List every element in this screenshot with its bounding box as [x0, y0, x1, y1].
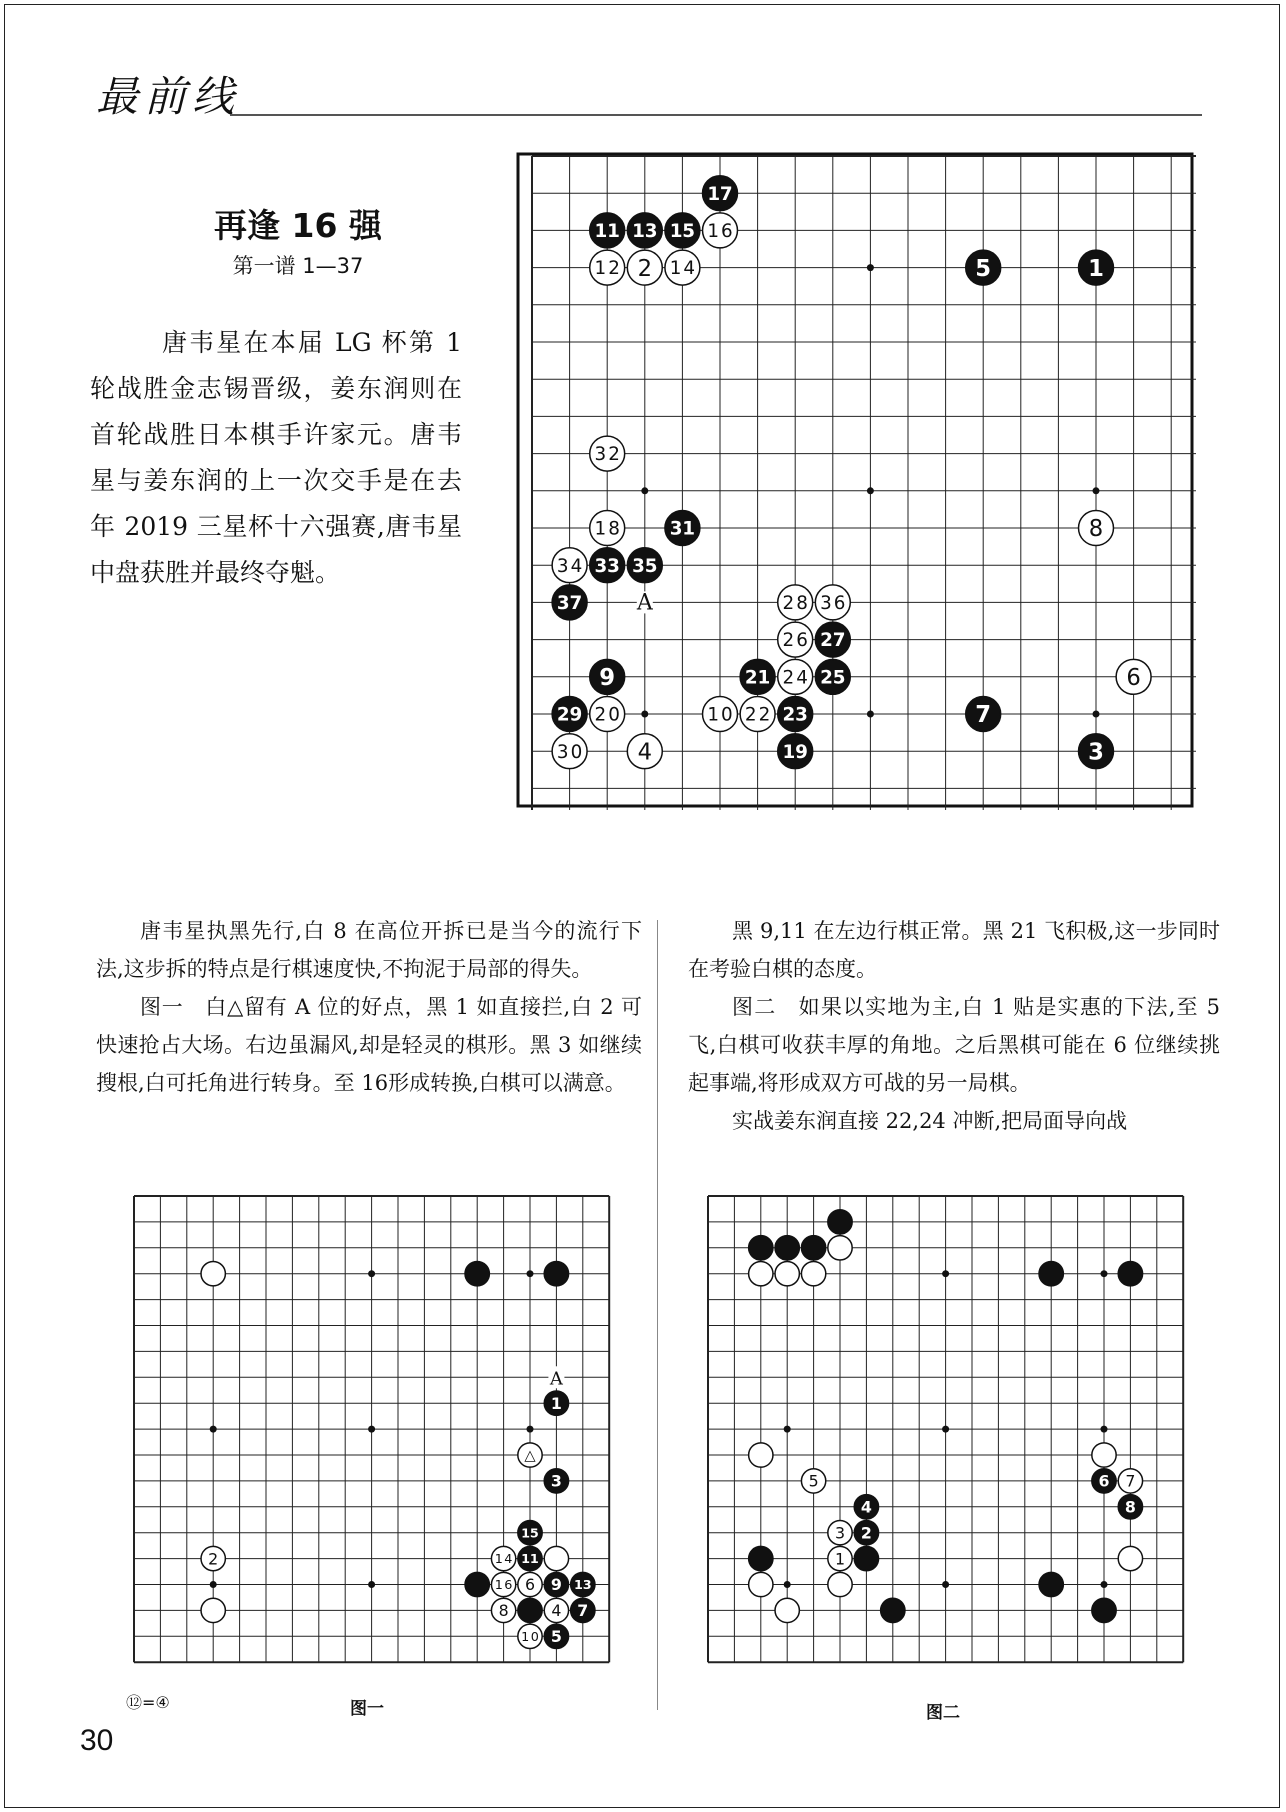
star-point [368, 1581, 375, 1588]
star-point [1101, 1426, 1108, 1433]
main-stone-12 [590, 250, 625, 285]
d2-stone [749, 1443, 773, 1467]
diagram-1-note: ⑫=④ [126, 1693, 170, 1712]
stone-number: 9 [550, 1575, 562, 1595]
stone-number: 2 [637, 255, 653, 282]
d1-stone-3 [544, 1469, 568, 1493]
main-stone-5 [966, 250, 1001, 285]
main-board-svg [514, 150, 1196, 810]
d1-stone-16 [491, 1572, 515, 1596]
stone-number: 31 [669, 518, 696, 540]
d2-stone [749, 1546, 773, 1570]
stone-number: 14 [669, 258, 696, 280]
main-stone-26 [778, 622, 813, 657]
stone-number: 37 [556, 593, 583, 615]
d2-stone [1118, 1546, 1142, 1570]
d2-stone [801, 1236, 825, 1260]
main-game-board [514, 150, 1196, 810]
d1-stone-9 [544, 1572, 568, 1596]
main-stone-18 [590, 511, 625, 546]
d2-stone [749, 1236, 773, 1260]
d2-stone-6 [1092, 1469, 1116, 1493]
stone-number: 2 [208, 1549, 219, 1569]
star-point [527, 1270, 534, 1277]
paragraph: 实战姜东润直接 22,24 冲断,把局面导向战 [732, 1109, 1128, 1133]
d2-stone-1 [828, 1546, 852, 1570]
stone-number: 5 [975, 255, 992, 282]
d1-stone-8 [491, 1598, 515, 1622]
main-stone-20 [590, 697, 625, 732]
stone-number: 34 [556, 555, 583, 577]
intro-paragraph: 唐韦星在本届 LG 杯第 1轮战胜金志锡晋级，姜东润则在首轮战胜日本棋手许家元。唐韦星与姜东润的上一次交手是在去年 2019 三星杯十六强赛,唐韦星中盘获胜并最终夺魁。 [90, 328, 462, 587]
d2-stone [1039, 1572, 1063, 1596]
stone-number: 2 [860, 1523, 872, 1543]
stone-number: 33 [594, 555, 620, 577]
d1-stone [518, 1598, 542, 1622]
main-stone-31 [665, 511, 700, 546]
diagram-1-caption: 图一 [350, 1699, 384, 1719]
page-number: 30 [80, 1724, 114, 1757]
star-point [867, 487, 874, 494]
main-stone-32 [590, 436, 625, 471]
stone-number: 26 [782, 630, 808, 652]
stone-number: 13 [632, 221, 658, 243]
d2-stone [749, 1572, 773, 1596]
stone-number: 6 [1098, 1471, 1110, 1491]
stone-number: 10 [521, 1629, 539, 1645]
d1-stone [544, 1546, 568, 1570]
stone-number: 28 [782, 593, 808, 615]
stone-number: 11 [594, 221, 620, 243]
stone-number: 7 [975, 702, 992, 729]
stone-number: 14 [494, 1552, 513, 1568]
stone-number: 8 [1124, 1497, 1136, 1517]
stone-number: 13 [573, 1578, 592, 1594]
d1-stone-2 [201, 1546, 225, 1570]
main-stone-19 [778, 734, 813, 769]
diagram-1-svg [128, 1190, 614, 1670]
main-stone-1 [1079, 250, 1114, 285]
main-stone-37 [552, 585, 587, 620]
d2-stone [1092, 1443, 1116, 1467]
d1-stone-13 [571, 1572, 595, 1596]
stone-number: 4 [551, 1601, 562, 1621]
stone-number: 11 [521, 1552, 539, 1568]
star-point [527, 1426, 534, 1433]
d2-stone [749, 1262, 773, 1286]
stone-number: 3 [834, 1523, 846, 1543]
stone-number: 32 [594, 444, 620, 466]
main-stone-6 [1116, 659, 1151, 694]
main-stone-21 [740, 659, 775, 694]
stone-number: 10 [707, 704, 733, 726]
stone-number: 15 [521, 1526, 539, 1542]
stone-number: 15 [669, 221, 696, 243]
main-stone-9 [590, 659, 625, 694]
d2-stone [881, 1598, 905, 1622]
main-stone-17 [703, 176, 738, 211]
d1-stone-14 [491, 1546, 515, 1570]
triangle-mark-icon: △ [524, 1447, 536, 1465]
d1-stone-6 [518, 1572, 542, 1596]
main-stone-25 [815, 659, 850, 694]
stone-number: 7 [1125, 1471, 1136, 1491]
star-point [867, 711, 874, 718]
d2-stone-3 [828, 1521, 852, 1545]
d1-stone-10 [518, 1624, 542, 1648]
stone-number: 5 [808, 1471, 819, 1491]
d2-stone [775, 1598, 799, 1622]
diagram-2-svg [702, 1190, 1188, 1670]
d2-stone-7 [1118, 1469, 1142, 1493]
d2-stone [1092, 1598, 1116, 1622]
stone-number: 25 [820, 667, 846, 689]
stone-number: 4 [860, 1497, 872, 1517]
d1-stone [201, 1598, 225, 1622]
stone-number: 20 [594, 704, 620, 726]
stone-number: 23 [782, 704, 808, 726]
star-point [1093, 711, 1100, 718]
column-header: 最前线 [96, 72, 241, 121]
stone-number: 5 [550, 1626, 562, 1646]
stone-number: 29 [556, 704, 583, 726]
d2-stone-5 [801, 1469, 825, 1493]
stone-number: 19 [782, 741, 808, 763]
d1-stone-7 [571, 1598, 595, 1622]
d1-stone [201, 1262, 225, 1286]
stone-number: 4 [637, 739, 653, 766]
d2-stone [854, 1546, 878, 1570]
star-point [368, 1426, 375, 1433]
main-stone-29 [552, 697, 587, 732]
d1-stone-4 [544, 1598, 568, 1622]
d2-stone [775, 1262, 799, 1286]
star-point [368, 1270, 375, 1277]
main-stone-8 [1079, 511, 1114, 546]
stone-number: 3 [550, 1471, 562, 1491]
header-rule [230, 114, 1202, 116]
stone-number: 16 [707, 221, 733, 243]
stone-number: 6 [1126, 664, 1141, 691]
stone-number: 6 [524, 1575, 536, 1595]
star-point [210, 1426, 217, 1433]
paragraph: 图一 白△留有 A 位的好点，黑 1 如直接拦,白 2 可快速抢占大场。右边虽漏风,却是轻灵的棋形。黑 3 如继续搜根,白可托角进行转身。至 16形成转换,白棋可以满意。 [96, 995, 642, 1095]
stone-number: 9 [599, 664, 616, 691]
star-point [784, 1581, 791, 1588]
d2-stone [801, 1262, 825, 1286]
star-point [1101, 1581, 1108, 1588]
main-stone-3 [1079, 734, 1114, 769]
main-stone-14 [665, 250, 700, 285]
diagram-2-caption: 图二 [926, 1703, 960, 1723]
stone-number: 16 [494, 1578, 513, 1594]
diagram-1-board [128, 1190, 614, 1670]
d2-stone-4 [854, 1495, 878, 1519]
d1-stone-5 [544, 1624, 568, 1648]
star-point [942, 1581, 949, 1588]
stone-number: 8 [1088, 516, 1104, 543]
d1-stone-15 [518, 1521, 542, 1545]
main-stone-13 [627, 213, 662, 248]
point-a-label: A [549, 1368, 563, 1390]
d1-stone-11 [518, 1546, 542, 1570]
diagram-2-board [702, 1190, 1188, 1670]
point-a-label: A [636, 590, 653, 616]
stone-number: 7 [577, 1601, 589, 1621]
main-stone-28 [778, 585, 813, 620]
stone-number: 1 [1088, 255, 1104, 282]
game-record-subtitle: 第一谱 1—37 [232, 254, 364, 278]
star-point [1093, 487, 1100, 494]
main-stone-23 [778, 697, 813, 732]
stone-number: 18 [594, 518, 620, 540]
stone-number: 36 [820, 593, 846, 615]
main-stone-7 [966, 697, 1001, 732]
d1-stone [465, 1572, 489, 1596]
star-point [641, 487, 648, 494]
d2-stone [828, 1572, 852, 1596]
main-stone-10 [703, 697, 738, 732]
stone-number: 3 [1088, 739, 1104, 766]
main-stone-16 [703, 213, 738, 248]
stone-number: 12 [594, 258, 620, 280]
d2-stone [828, 1210, 852, 1234]
d1-stone [518, 1443, 542, 1467]
stone-number: 17 [707, 183, 733, 205]
commentary-left-column [96, 912, 642, 1102]
paragraph: 唐韦星执黑先行,白 8 在高位开拆已是当今的流行下法,这步拆的特点是行棋速度快,不拘泥于局部的得失。 [96, 919, 642, 981]
main-stone-27 [815, 622, 850, 657]
stone-number: 22 [744, 704, 771, 726]
d1-stone [465, 1262, 489, 1286]
star-point [942, 1270, 949, 1277]
main-stone-36 [815, 585, 850, 620]
stone-number: 35 [632, 555, 658, 577]
stone-number: 21 [744, 667, 771, 689]
d1-stone-1 [544, 1391, 568, 1415]
star-point [1101, 1270, 1108, 1277]
main-stone-2 [627, 250, 662, 285]
paragraph: 图二 如果以实地为主,白 1 贴是实惠的下法,至 5 飞,白棋可收获丰厚的角地。之后黑棋可能在 6 位继续挑起事端,将形成双方可战的另一局棋。 [688, 995, 1220, 1095]
star-point [641, 711, 648, 718]
paragraph: 黑 9,11 在左边行棋正常。黑 21 飞积极,这一步同时在考验白棋的态度。 [688, 919, 1220, 981]
main-stone-30 [552, 734, 587, 769]
main-stone-33 [590, 548, 625, 583]
main-stone-4 [627, 734, 662, 769]
main-stone-24 [778, 659, 813, 694]
stone-number: 27 [820, 630, 846, 652]
stone-number: 1 [550, 1393, 562, 1413]
star-point [784, 1426, 791, 1433]
column-divider [657, 920, 658, 1710]
main-stone-34 [552, 548, 587, 583]
stone-number: 8 [498, 1601, 509, 1621]
main-stone-11 [590, 213, 625, 248]
d2-stone [1118, 1262, 1142, 1286]
commentary-right-column [688, 912, 1220, 1140]
d2-stone [1039, 1262, 1063, 1286]
stone-number: 30 [556, 741, 583, 763]
d2-stone-8 [1118, 1495, 1142, 1519]
star-point [210, 1581, 217, 1588]
stone-number: 24 [782, 667, 808, 689]
main-stone-35 [627, 548, 662, 583]
main-stone-22 [740, 697, 775, 732]
d2-stone [775, 1236, 799, 1260]
star-point [942, 1426, 949, 1433]
star-point [867, 264, 874, 271]
main-stone-15 [665, 213, 700, 248]
d2-stone-2 [854, 1521, 878, 1545]
stone-number: 1 [834, 1549, 846, 1569]
article-title: 再逢 16 强 [214, 206, 382, 245]
d2-stone [828, 1236, 852, 1260]
d1-stone [544, 1262, 568, 1286]
